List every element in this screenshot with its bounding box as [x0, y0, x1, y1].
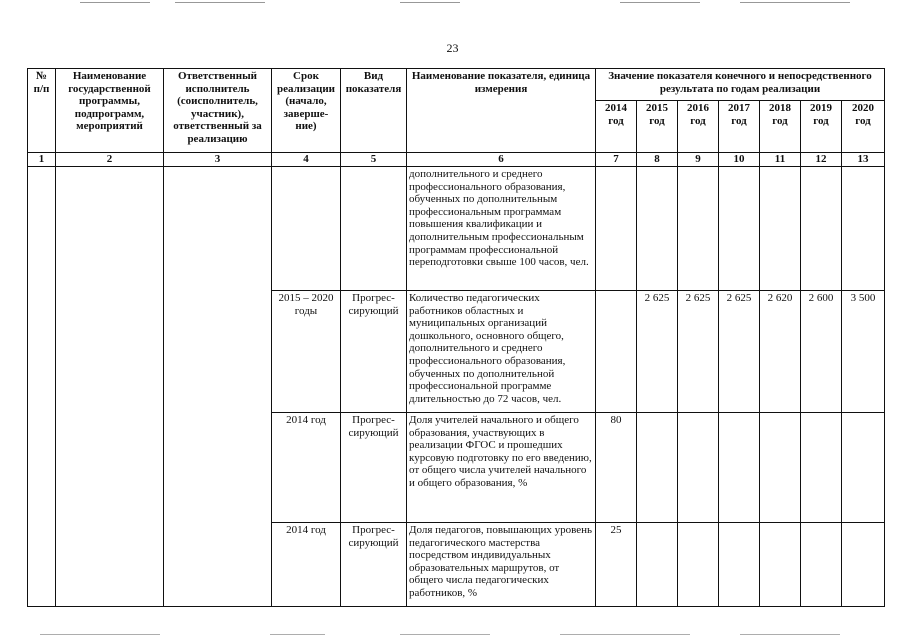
- cell-indicator-name: Доля учителей начального и общего образования, участвующих в реализации ФГОС и прошедших курсовую подготовку по его введению, от общего числа учителей начального и общего образования, %: [407, 413, 596, 523]
- cell-value-2019: [801, 523, 842, 607]
- cell-value-2017: [719, 413, 760, 523]
- column-number: 8: [637, 153, 678, 167]
- header-values-group: Значение показателя конечного и непосредственного результата по годам реализации: [596, 69, 885, 101]
- scan-line-top: [620, 2, 700, 3]
- cell-value-2019: [801, 167, 842, 291]
- cell-value-2020: 3 500: [842, 291, 885, 413]
- page-number: 23: [446, 41, 459, 55]
- cell-value-2014: [596, 167, 637, 291]
- column-number: 11: [760, 153, 801, 167]
- column-number: 6: [407, 153, 596, 167]
- header-year-2019: 2019 год: [801, 101, 842, 153]
- header-program-name: Наименование государственной программы, подпрограмм, мероприятий: [56, 69, 164, 153]
- header-year-2015: 2015 год: [637, 101, 678, 153]
- scan-line-top: [175, 2, 265, 3]
- cell-period: 2014 год: [272, 413, 341, 523]
- cell-value-2018: [760, 413, 801, 523]
- header-year-2016: 2016 год: [678, 101, 719, 153]
- header-indicator-name: Наименование показателя, единица измерения: [407, 69, 596, 153]
- cell-value-2017: [719, 523, 760, 607]
- column-number: 4: [272, 153, 341, 167]
- cell-value-2016: [678, 523, 719, 607]
- scan-line-top: [80, 2, 150, 3]
- cell-value-2015: [637, 523, 678, 607]
- header-period: Срок реализации (начало, заверше-ние): [272, 69, 341, 153]
- cell-value-2016: 2 625: [678, 291, 719, 413]
- cell-indicator-type: Прогрес-сирующий: [341, 413, 407, 523]
- cell-indicator-name: Количество педагогических работников областных и муниципальных организаций дошкольного, основного общего, дополнительного и среднего профессионального образования, обученных по дополнительной профессиональной программе длительностью до 72 часов, чел.: [407, 291, 596, 413]
- header-responsible: Ответственный исполнитель (соисполнитель, участник), ответственный за реализацию: [164, 69, 272, 153]
- cell-value-2018: 2 620: [760, 291, 801, 413]
- scan-line-bottom: [40, 634, 160, 635]
- cell-value-2020: [842, 167, 885, 291]
- header-year-2018: 2018 год: [760, 101, 801, 153]
- column-number: 7: [596, 153, 637, 167]
- cell-value-2014: 80: [596, 413, 637, 523]
- cell-indicator-name: дополнительного и среднего профессионального образования, обученных по дополнительным профессиональным программам повышения квалификации и дополнительным профессиональным программам профессиональной переподготовки свыше 100 часов, чел.: [407, 167, 596, 291]
- cell-value-2014: 25: [596, 523, 637, 607]
- column-number: 12: [801, 153, 842, 167]
- cell-period: [272, 167, 341, 291]
- cell-value-2016: [678, 167, 719, 291]
- cell-value-2018: [760, 167, 801, 291]
- cell-value-2017: [719, 167, 760, 291]
- column-number: 5: [341, 153, 407, 167]
- column-number: 10: [719, 153, 760, 167]
- cell-value-2019: [801, 413, 842, 523]
- header-year-2014: 2014 год: [596, 101, 637, 153]
- column-number: 1: [28, 153, 56, 167]
- cell-value-2018: [760, 523, 801, 607]
- header-number: № п/п: [28, 69, 56, 153]
- column-number: 3: [164, 153, 272, 167]
- scan-line-top: [400, 2, 460, 3]
- scan-line-bottom: [270, 634, 325, 635]
- cell-value-2019: 2 600: [801, 291, 842, 413]
- cell-indicator-type: Прогрес-сирующий: [341, 291, 407, 413]
- cell-value-2016: [678, 413, 719, 523]
- cell-indicator-type: Прогрес-сирующий: [341, 523, 407, 607]
- cell-value-2015: 2 625: [637, 291, 678, 413]
- cell-period: 2015 – 2020 годы: [272, 291, 341, 413]
- cell-value-2020: [842, 413, 885, 523]
- cell-value-2020: [842, 523, 885, 607]
- scan-line-bottom: [400, 634, 490, 635]
- column-number: 9: [678, 153, 719, 167]
- cell-value-2015: [637, 167, 678, 291]
- column-number: 13: [842, 153, 885, 167]
- cell-value-2015: [637, 413, 678, 523]
- scan-line-bottom: [560, 634, 690, 635]
- table-row: [28, 167, 885, 291]
- cell-indicator-name: Доля педагогов, повышающих уровень педагогического мастерства посредством индивидуальных образовательных маршрутов, от общего числа педагогических работников, %: [407, 523, 596, 607]
- cell-period: 2014 год: [272, 523, 341, 607]
- scan-line-bottom: [740, 634, 840, 635]
- cell-value-2014: [596, 291, 637, 413]
- cell-value-2017: 2 625: [719, 291, 760, 413]
- indicators-table: [27, 68, 885, 607]
- header-year-2020: 2020 год: [842, 101, 885, 153]
- header-indicator-type: Вид показателя: [341, 69, 407, 153]
- cell-indicator-type: [341, 167, 407, 291]
- cell-program-name: [56, 167, 164, 607]
- scan-line-top: [740, 2, 850, 3]
- column-number: 2: [56, 153, 164, 167]
- cell-responsible: [164, 167, 272, 607]
- header-year-2017: 2017 год: [719, 101, 760, 153]
- column-numbers-row: [28, 153, 885, 167]
- cell-number: [28, 167, 56, 607]
